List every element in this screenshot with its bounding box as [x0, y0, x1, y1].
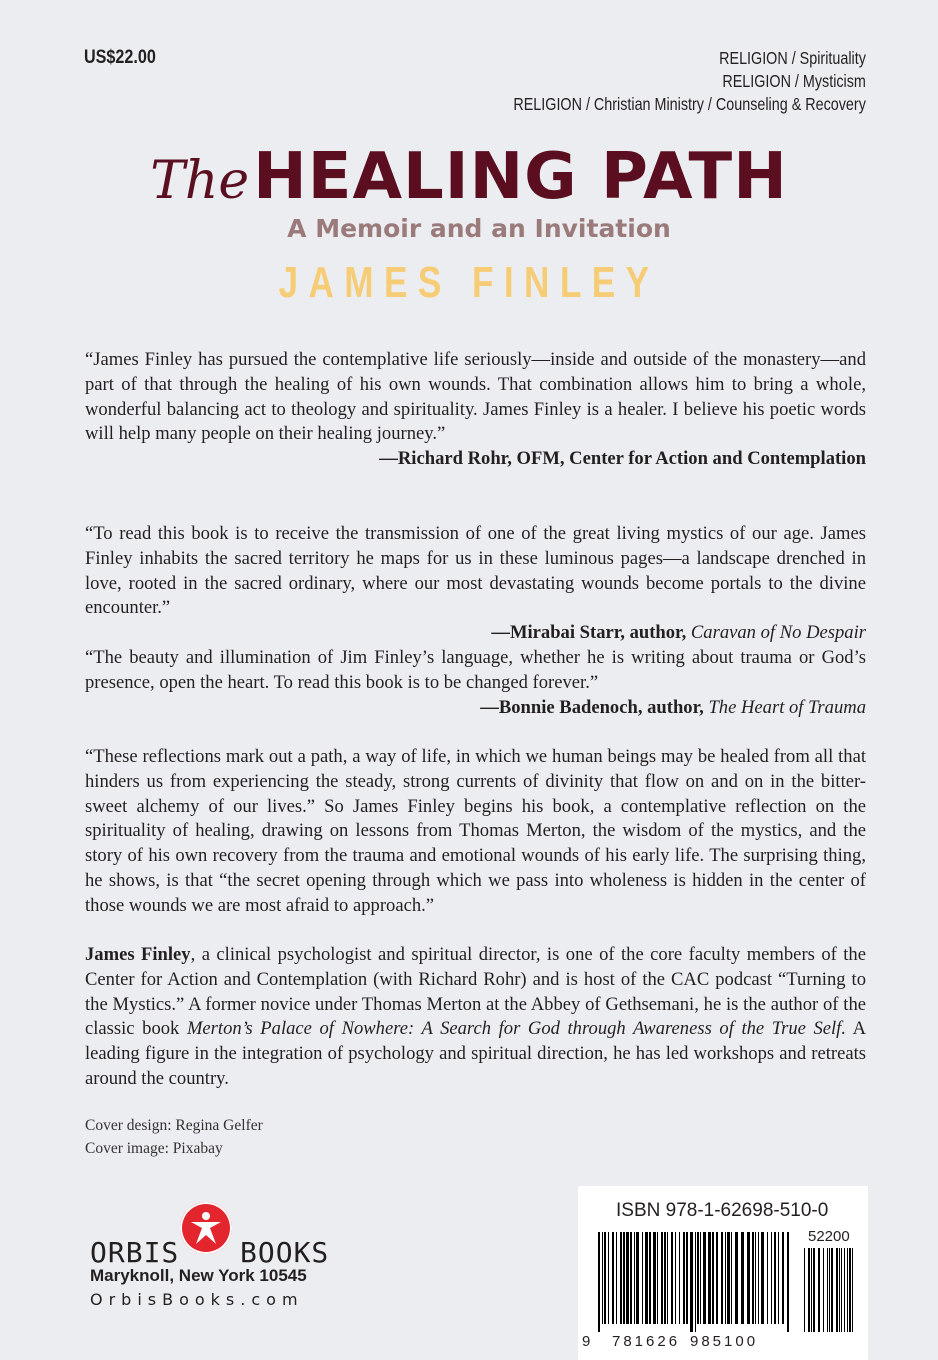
price-addon: 52200 — [808, 1228, 850, 1245]
addon-bar — [827, 1248, 828, 1332]
barcode-digits-1: 781626 — [612, 1333, 681, 1350]
barcode-bar — [667, 1232, 668, 1324]
price: US$22.00 — [84, 47, 156, 68]
barcode-bar — [767, 1232, 768, 1324]
isbn-text: ISBN 978-1-62698-510-0 — [616, 1200, 829, 1221]
author-bio — [85, 943, 866, 1092]
attribution-name: —Bonnie Badenoch, author, — [480, 696, 709, 718]
barcode-bar — [604, 1232, 606, 1324]
barcode-bar — [657, 1232, 658, 1324]
credit: Cover design: Regina Gelfer — [85, 1117, 263, 1134]
barcode-bar — [712, 1232, 714, 1324]
barcode-bar — [774, 1232, 776, 1324]
attribution — [85, 621, 866, 646]
category: RELIGION / Christian Ministry / Counseling & Recovery — [513, 94, 866, 114]
barcode-bar — [727, 1232, 730, 1324]
category: RELIGION / Mysticism — [722, 71, 866, 91]
barcode-bar — [690, 1232, 693, 1332]
barcode-bar — [747, 1232, 750, 1324]
barcode-bars — [596, 1232, 856, 1332]
addon-bar — [811, 1248, 812, 1332]
addon-bar — [844, 1248, 845, 1332]
isbn-barcode — [578, 1186, 868, 1360]
barcode-bar — [602, 1232, 603, 1324]
title-main: HEALING PATH — [253, 140, 788, 214]
barcode-bar — [761, 1232, 764, 1324]
barcode-bar — [612, 1232, 614, 1324]
barcode-bar — [653, 1232, 656, 1324]
barcode-bar — [697, 1232, 699, 1324]
book-title — [0, 140, 938, 214]
barcode-bar — [661, 1232, 663, 1324]
barcode-bar — [598, 1232, 600, 1332]
barcode-bar — [695, 1232, 696, 1332]
barcode-bar — [664, 1232, 666, 1324]
barcode-bar — [708, 1232, 711, 1324]
cover-credits — [85, 1114, 263, 1160]
publisher-name-left: ORBIS — [90, 1236, 180, 1269]
addon-bar — [823, 1248, 824, 1332]
barcode-bar — [671, 1232, 673, 1324]
barcode-bar — [642, 1232, 643, 1324]
endorsement — [85, 646, 866, 720]
addon-bar — [852, 1248, 853, 1332]
barcode-bar — [735, 1232, 738, 1324]
addon-bar — [804, 1248, 805, 1332]
addon-bar — [831, 1248, 833, 1332]
addon-bar — [818, 1248, 820, 1332]
barcode-digit-lead: 9 — [582, 1333, 591, 1350]
barcode-bar — [626, 1232, 629, 1324]
quote: “The beauty and illumination of Jim Finley’s language, whether he is writing about trauma or God’s presence, open the heart. To read this book is to be changed forever.” — [85, 647, 866, 693]
publisher-name-right: BOOKS — [240, 1236, 330, 1269]
quote: “To read this book is to receive the transmission of one of the great living mystics of our age. James Finley inhabits the sacred territory he maps for us in these luminous pages—a landscape drenched in love, rooted in the sacred ordinary, where our most devastating wounds become portals to the divine encounter.” — [85, 523, 866, 619]
barcode-bar — [616, 1232, 617, 1324]
addon-bar — [829, 1248, 830, 1332]
quote: “James Finley has pursued the contemplative life seriously—inside and outside of the monastery—and part of that through the healing of his own wounds. That combination allows him to bring a whole, wonderful balancing act to theology and spirituality. James Finley is a healer. I believe his poetic words will help many people on their healing journey.” — [85, 349, 866, 445]
barcode-bar — [623, 1232, 625, 1324]
bisac-categories — [514, 47, 866, 116]
attribution-work: Caravan of No Despair — [690, 622, 866, 644]
barcode-bar — [645, 1232, 648, 1324]
barcode-bar — [755, 1232, 756, 1324]
barcode-bar — [608, 1232, 609, 1324]
barcode-bar — [758, 1232, 759, 1324]
barcode-digits-2: 985100 — [690, 1333, 759, 1350]
credit: Cover image: Pixabay — [85, 1140, 223, 1157]
title-the: The — [150, 151, 250, 211]
attribution — [85, 696, 866, 721]
addon-bar — [839, 1248, 840, 1332]
barcode-bar — [778, 1232, 779, 1324]
author: JAMES FINLEY — [278, 258, 660, 307]
bio-name: James Finley — [85, 944, 191, 965]
bio-book: Merton’s Palace of Nowhere: A Search for God through Awareness of the True Self. — [186, 1018, 846, 1040]
barcode-bar — [683, 1232, 685, 1324]
barcode-bar — [716, 1232, 718, 1324]
barcode-bar — [630, 1232, 632, 1324]
description: “These reflections mark out a path, a way of life, in which we human beings may be healed from all that hinders us from experiencing the steady, strong currents of divinity that flow on and on in the bitter-sweet alchemy of our lives.” So James Finley begins his book, a contemplative reflection on the spirituality of healing, drawing on lessons from Thomas Merton, the wisdom of the mystics, and the story of his own recovery from the trauma and emotional wounds of his early life. The surprising thing, he shows, is that “the secret opening through which we pass into wholeness is hidden in the center of those wounds we are most afraid to approach.” — [85, 746, 866, 916]
barcode-bar — [620, 1232, 622, 1324]
endorsement — [85, 522, 866, 646]
barcode-bar — [636, 1232, 639, 1324]
bio-text: A leading figure in the integration of psychology and spiritual direction, he has led workshops and retreats around the country. — [85, 1018, 866, 1089]
addon-bar — [847, 1248, 848, 1332]
addon-bar — [836, 1248, 838, 1332]
barcode-bar — [700, 1232, 701, 1324]
addon-bar — [813, 1248, 815, 1332]
barcode-bar — [725, 1232, 726, 1324]
barcode-bar — [703, 1232, 706, 1324]
publisher-address: Maryknoll, New York 10545 — [90, 1266, 307, 1285]
barcode-bar — [686, 1232, 688, 1324]
addon-bar — [849, 1248, 851, 1332]
subtitle: A Memoir and an Invitation — [287, 214, 671, 243]
barcode-bar — [741, 1232, 744, 1324]
orbis-seal-icon — [180, 1202, 232, 1254]
barcode-bar — [649, 1232, 651, 1324]
attribution-work: The Heart of Trauma — [708, 696, 866, 718]
barcode-bar — [771, 1232, 772, 1324]
attribution-name: —Richard Rohr, OFM, Center for Action and Contemplation — [379, 448, 866, 470]
barcode-bar — [731, 1232, 732, 1324]
barcode-bar — [782, 1232, 784, 1324]
barcode-bar — [634, 1232, 635, 1324]
barcode-bar — [675, 1232, 676, 1324]
addon-bar — [808, 1248, 810, 1332]
addon-bar — [841, 1248, 842, 1332]
endorsement — [85, 348, 866, 472]
barcode-bar — [787, 1232, 789, 1332]
barcode-bar — [679, 1232, 680, 1324]
barcode-bar — [721, 1232, 723, 1324]
bio-text: , a clinical psychologist and spiritual director, is one of the core faculty members of the Center for Action and Contemplation (with Richard Rohr) and is host of the CAC podcast “Turning to the Mystics.” A former novice under Thomas Merton at the Abbey of Gethsemani, he is the author of the classic book — [85, 944, 866, 1040]
barcode-bar — [752, 1232, 754, 1324]
publisher-website: OrbisBooks.com — [90, 1290, 304, 1309]
category: RELIGION / Spirituality — [719, 48, 866, 68]
attribution — [85, 447, 866, 472]
attribution-name: —Mirabai Starr, author, — [491, 622, 691, 644]
